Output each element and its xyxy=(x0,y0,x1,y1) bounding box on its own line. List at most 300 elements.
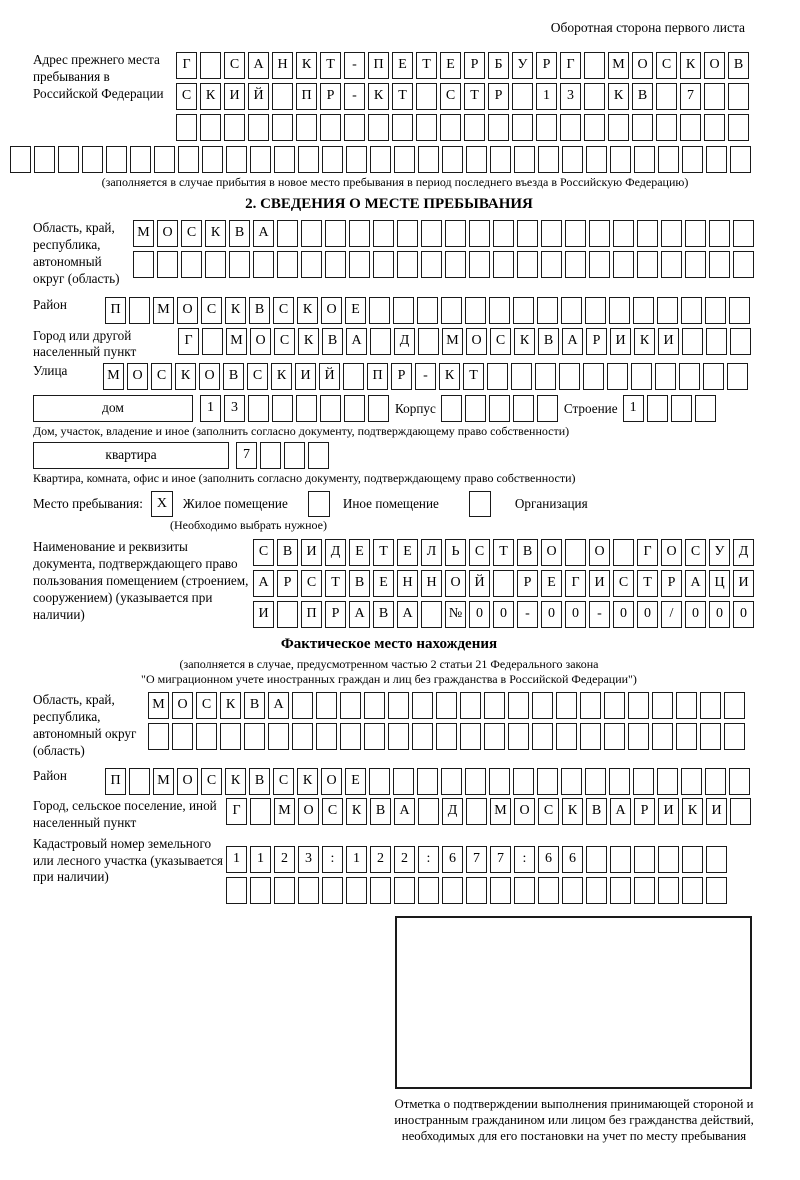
char-cell[interactable] xyxy=(493,570,514,597)
char-cell[interactable]: С xyxy=(613,570,634,597)
char-cell[interactable] xyxy=(537,395,558,422)
char-cell[interactable]: К xyxy=(368,83,389,110)
char-cell[interactable] xyxy=(176,114,197,141)
char-cell[interactable] xyxy=(583,363,604,390)
char-cell[interactable] xyxy=(610,877,631,904)
char-cell[interactable] xyxy=(369,297,390,324)
char-cell[interactable] xyxy=(634,146,655,173)
char-cell[interactable]: М xyxy=(226,328,247,355)
char-cell[interactable]: 1 xyxy=(250,846,271,873)
char-cell[interactable] xyxy=(706,846,727,873)
char-cell[interactable]: Д xyxy=(442,798,463,825)
char-cell[interactable]: 0 xyxy=(541,601,562,628)
char-cell[interactable]: 0 xyxy=(709,601,730,628)
char-cell[interactable] xyxy=(652,692,673,719)
char-cell[interactable] xyxy=(706,877,727,904)
char-cell[interactable] xyxy=(493,251,514,278)
char-cell[interactable] xyxy=(729,297,750,324)
char-cell[interactable] xyxy=(682,146,703,173)
char-cell[interactable] xyxy=(513,297,534,324)
char-cell[interactable] xyxy=(202,146,223,173)
char-cell[interactable]: О xyxy=(514,798,535,825)
char-cell[interactable] xyxy=(373,251,394,278)
char-cell[interactable]: Л xyxy=(421,539,442,566)
char-cell[interactable] xyxy=(704,114,725,141)
char-cell[interactable] xyxy=(466,146,487,173)
char-cell[interactable] xyxy=(513,768,534,795)
char-cell[interactable]: А xyxy=(253,570,274,597)
char-cell[interactable] xyxy=(584,114,605,141)
char-cell[interactable]: Д xyxy=(325,539,346,566)
char-cell[interactable] xyxy=(298,146,319,173)
char-cell[interactable]: И xyxy=(610,328,631,355)
char-cell[interactable] xyxy=(320,114,341,141)
char-cell[interactable] xyxy=(700,723,721,750)
char-cell[interactable] xyxy=(609,768,630,795)
char-cell[interactable] xyxy=(320,395,341,422)
char-cell[interactable] xyxy=(652,723,673,750)
char-cell[interactable] xyxy=(200,114,221,141)
char-cell[interactable]: Е xyxy=(349,539,370,566)
char-cell[interactable]: 0 xyxy=(613,601,634,628)
char-cell[interactable] xyxy=(633,768,654,795)
char-cell[interactable]: Р xyxy=(325,601,346,628)
char-cell[interactable] xyxy=(559,363,580,390)
char-cell[interactable]: О xyxy=(127,363,148,390)
char-cell[interactable]: О xyxy=(321,768,342,795)
char-cell[interactable]: 1 xyxy=(346,846,367,873)
char-cell[interactable] xyxy=(130,146,151,173)
char-cell[interactable] xyxy=(394,146,415,173)
char-cell[interactable] xyxy=(633,297,654,324)
char-cell[interactable] xyxy=(613,220,634,247)
char-cell[interactable]: О xyxy=(632,52,653,79)
char-cell[interactable] xyxy=(178,146,199,173)
char-cell[interactable] xyxy=(634,877,655,904)
char-cell[interactable] xyxy=(729,768,750,795)
char-cell[interactable] xyxy=(465,297,486,324)
char-cell[interactable] xyxy=(728,114,749,141)
char-cell[interactable]: С xyxy=(247,363,268,390)
char-cell[interactable]: С xyxy=(201,768,222,795)
char-cell[interactable] xyxy=(412,692,433,719)
char-cell[interactable] xyxy=(292,723,313,750)
char-cell[interactable] xyxy=(647,395,668,422)
char-cell[interactable] xyxy=(421,220,442,247)
char-cell[interactable]: С xyxy=(253,539,274,566)
char-cell[interactable] xyxy=(364,692,385,719)
char-cell[interactable] xyxy=(445,220,466,247)
char-cell[interactable] xyxy=(343,363,364,390)
char-cell[interactable]: 1 xyxy=(200,395,221,422)
char-cell[interactable] xyxy=(393,297,414,324)
char-cell[interactable] xyxy=(274,146,295,173)
char-cell[interactable] xyxy=(730,146,751,173)
char-cell[interactable] xyxy=(532,723,553,750)
char-cell[interactable] xyxy=(565,251,586,278)
char-cell[interactable]: 0 xyxy=(493,601,514,628)
char-cell[interactable] xyxy=(517,251,538,278)
char-cell[interactable]: В xyxy=(249,297,270,324)
char-cell[interactable]: П xyxy=(296,83,317,110)
char-cell[interactable]: А xyxy=(248,52,269,79)
char-cell[interactable]: 1 xyxy=(536,83,557,110)
char-cell[interactable]: В xyxy=(370,798,391,825)
char-cell[interactable]: М xyxy=(153,768,174,795)
char-cell[interactable] xyxy=(248,395,269,422)
char-cell[interactable]: 6 xyxy=(562,846,583,873)
char-cell[interactable] xyxy=(489,768,510,795)
char-cell[interactable] xyxy=(441,297,462,324)
char-cell[interactable] xyxy=(658,846,679,873)
char-cell[interactable] xyxy=(388,723,409,750)
char-cell[interactable]: К xyxy=(682,798,703,825)
char-cell[interactable]: К xyxy=(514,328,535,355)
char-cell[interactable] xyxy=(608,114,629,141)
char-cell[interactable] xyxy=(682,877,703,904)
char-cell[interactable]: О xyxy=(177,768,198,795)
char-cell[interactable]: О xyxy=(466,328,487,355)
char-cell[interactable]: 6 xyxy=(442,846,463,873)
char-cell[interactable]: 1 xyxy=(226,846,247,873)
char-cell[interactable] xyxy=(316,723,337,750)
char-cell[interactable]: 2 xyxy=(274,846,295,873)
char-cell[interactable] xyxy=(244,723,265,750)
char-cell[interactable] xyxy=(658,146,679,173)
char-cell[interactable] xyxy=(704,83,725,110)
char-cell[interactable] xyxy=(416,114,437,141)
char-cell[interactable] xyxy=(340,723,361,750)
char-cell[interactable]: Й xyxy=(469,570,490,597)
char-cell[interactable]: В xyxy=(538,328,559,355)
char-cell[interactable]: С xyxy=(273,297,294,324)
char-cell[interactable] xyxy=(514,146,535,173)
char-cell[interactable] xyxy=(421,251,442,278)
char-cell[interactable]: О xyxy=(298,798,319,825)
char-cell[interactable]: № xyxy=(445,601,466,628)
char-cell[interactable] xyxy=(538,146,559,173)
char-cell[interactable] xyxy=(250,146,271,173)
char-cell[interactable]: Т xyxy=(463,363,484,390)
char-cell[interactable]: М xyxy=(103,363,124,390)
char-cell[interactable] xyxy=(129,768,150,795)
char-cell[interactable] xyxy=(703,363,724,390)
char-cell[interactable]: О xyxy=(250,328,271,355)
char-cell[interactable]: Р xyxy=(488,83,509,110)
char-cell[interactable]: В xyxy=(586,798,607,825)
char-cell[interactable]: В xyxy=(373,601,394,628)
char-cell[interactable] xyxy=(346,146,367,173)
char-cell[interactable] xyxy=(584,52,605,79)
char-cell[interactable]: А xyxy=(349,601,370,628)
char-cell[interactable] xyxy=(562,146,583,173)
char-cell[interactable]: А xyxy=(685,570,706,597)
char-cell[interactable] xyxy=(368,114,389,141)
char-cell[interactable]: 3 xyxy=(560,83,581,110)
char-cell[interactable]: - xyxy=(344,52,365,79)
char-cell[interactable]: И xyxy=(658,328,679,355)
char-cell[interactable] xyxy=(441,768,462,795)
char-cell[interactable] xyxy=(556,692,577,719)
char-cell[interactable] xyxy=(512,114,533,141)
char-cell[interactable]: А xyxy=(562,328,583,355)
char-cell[interactable] xyxy=(514,877,535,904)
char-cell[interactable] xyxy=(565,220,586,247)
char-cell[interactable] xyxy=(157,251,178,278)
char-cell[interactable] xyxy=(364,723,385,750)
char-cell[interactable]: В xyxy=(517,539,538,566)
char-cell[interactable] xyxy=(632,114,653,141)
char-cell[interactable]: С xyxy=(181,220,202,247)
char-cell[interactable]: О xyxy=(157,220,178,247)
char-cell[interactable]: С xyxy=(196,692,217,719)
char-cell[interactable]: Т xyxy=(325,570,346,597)
char-cell[interactable] xyxy=(465,768,486,795)
char-cell[interactable]: К xyxy=(680,52,701,79)
char-cell[interactable] xyxy=(277,220,298,247)
char-cell[interactable] xyxy=(154,146,175,173)
char-cell[interactable] xyxy=(148,723,169,750)
char-cell[interactable]: 0 xyxy=(685,601,706,628)
char-cell[interactable] xyxy=(682,846,703,873)
char-cell[interactable]: Т xyxy=(637,570,658,597)
char-cell[interactable] xyxy=(464,114,485,141)
char-cell[interactable] xyxy=(536,114,557,141)
char-cell[interactable] xyxy=(705,768,726,795)
char-cell[interactable]: О xyxy=(199,363,220,390)
char-cell[interactable] xyxy=(562,877,583,904)
char-cell[interactable] xyxy=(325,220,346,247)
char-cell[interactable]: С xyxy=(301,570,322,597)
char-cell[interactable]: М xyxy=(490,798,511,825)
char-cell[interactable]: Ц xyxy=(709,570,730,597)
char-cell[interactable] xyxy=(709,251,730,278)
char-cell[interactable]: И xyxy=(733,570,754,597)
char-cell[interactable]: С xyxy=(151,363,172,390)
char-cell[interactable]: Г xyxy=(176,52,197,79)
char-cell[interactable]: С xyxy=(469,539,490,566)
char-cell[interactable] xyxy=(512,83,533,110)
char-cell[interactable] xyxy=(586,146,607,173)
char-cell[interactable] xyxy=(392,114,413,141)
char-cell[interactable]: - xyxy=(517,601,538,628)
char-cell[interactable]: П xyxy=(301,601,322,628)
char-cell[interactable] xyxy=(445,251,466,278)
char-cell[interactable] xyxy=(373,220,394,247)
char-cell[interactable] xyxy=(346,877,367,904)
char-cell[interactable] xyxy=(181,251,202,278)
char-cell[interactable] xyxy=(344,114,365,141)
char-cell[interactable]: К xyxy=(297,297,318,324)
char-cell[interactable]: В xyxy=(249,768,270,795)
char-cell[interactable]: О xyxy=(589,539,610,566)
char-cell[interactable]: К xyxy=(220,692,241,719)
char-cell[interactable] xyxy=(460,692,481,719)
char-cell[interactable] xyxy=(465,395,486,422)
char-cell[interactable] xyxy=(220,723,241,750)
char-cell[interactable] xyxy=(226,877,247,904)
checkbox-organization[interactable] xyxy=(469,491,491,517)
char-cell[interactable]: Р xyxy=(277,570,298,597)
char-cell[interactable] xyxy=(284,442,305,469)
char-cell[interactable] xyxy=(10,146,31,173)
char-cell[interactable]: - xyxy=(589,601,610,628)
char-cell[interactable] xyxy=(656,83,677,110)
char-cell[interactable]: Р xyxy=(320,83,341,110)
char-cell[interactable] xyxy=(513,395,534,422)
char-cell[interactable] xyxy=(205,251,226,278)
char-cell[interactable]: 3 xyxy=(224,395,245,422)
char-cell[interactable] xyxy=(440,114,461,141)
char-cell[interactable] xyxy=(727,363,748,390)
char-cell[interactable]: А xyxy=(610,798,631,825)
char-cell[interactable] xyxy=(368,395,389,422)
char-cell[interactable]: 0 xyxy=(565,601,586,628)
char-cell[interactable]: О xyxy=(177,297,198,324)
char-cell[interactable] xyxy=(508,692,529,719)
char-cell[interactable] xyxy=(680,114,701,141)
char-cell[interactable] xyxy=(277,251,298,278)
char-cell[interactable] xyxy=(388,692,409,719)
char-cell[interactable]: 0 xyxy=(733,601,754,628)
char-cell[interactable] xyxy=(730,328,751,355)
char-cell[interactable] xyxy=(535,363,556,390)
char-cell[interactable]: 7 xyxy=(490,846,511,873)
char-cell[interactable]: И xyxy=(658,798,679,825)
char-cell[interactable] xyxy=(604,723,625,750)
char-cell[interactable] xyxy=(268,723,289,750)
char-cell[interactable]: : xyxy=(514,846,535,873)
char-cell[interactable] xyxy=(172,723,193,750)
char-cell[interactable]: А xyxy=(394,798,415,825)
char-cell[interactable]: Т xyxy=(493,539,514,566)
char-cell[interactable]: А xyxy=(253,220,274,247)
char-cell[interactable]: В xyxy=(277,539,298,566)
checkbox-other-premises[interactable] xyxy=(308,491,330,517)
char-cell[interactable]: В xyxy=(244,692,265,719)
char-cell[interactable] xyxy=(272,395,293,422)
char-cell[interactable]: Е xyxy=(397,539,418,566)
char-cell[interactable]: : xyxy=(418,846,439,873)
char-cell[interactable]: 3 xyxy=(298,846,319,873)
char-cell[interactable] xyxy=(607,363,628,390)
char-cell[interactable]: М xyxy=(442,328,463,355)
char-cell[interactable] xyxy=(466,877,487,904)
char-cell[interactable] xyxy=(393,768,414,795)
char-cell[interactable] xyxy=(705,297,726,324)
char-cell[interactable] xyxy=(565,539,586,566)
char-cell[interactable]: Н xyxy=(272,52,293,79)
char-cell[interactable]: Н xyxy=(397,570,418,597)
char-cell[interactable]: М xyxy=(153,297,174,324)
char-cell[interactable]: О xyxy=(321,297,342,324)
char-cell[interactable]: И xyxy=(589,570,610,597)
char-cell[interactable] xyxy=(322,146,343,173)
char-cell[interactable] xyxy=(584,83,605,110)
char-cell[interactable] xyxy=(655,363,676,390)
char-cell[interactable]: И xyxy=(295,363,316,390)
char-cell[interactable]: Е xyxy=(345,297,366,324)
char-cell[interactable] xyxy=(421,601,442,628)
char-cell[interactable]: Г xyxy=(637,539,658,566)
char-cell[interactable] xyxy=(508,723,529,750)
char-cell[interactable]: Г xyxy=(565,570,586,597)
char-cell[interactable]: Е xyxy=(345,768,366,795)
char-cell[interactable] xyxy=(681,297,702,324)
char-cell[interactable] xyxy=(610,846,631,873)
char-cell[interactable] xyxy=(298,877,319,904)
char-cell[interactable]: В xyxy=(728,52,749,79)
char-cell[interactable] xyxy=(248,114,269,141)
char-cell[interactable] xyxy=(580,723,601,750)
char-cell[interactable] xyxy=(202,328,223,355)
char-cell[interactable] xyxy=(493,220,514,247)
char-cell[interactable] xyxy=(724,723,745,750)
char-cell[interactable] xyxy=(129,297,150,324)
char-cell[interactable] xyxy=(370,146,391,173)
char-cell[interactable] xyxy=(488,114,509,141)
char-cell[interactable] xyxy=(106,146,127,173)
char-cell[interactable]: 0 xyxy=(469,601,490,628)
char-cell[interactable] xyxy=(613,251,634,278)
char-cell[interactable]: И xyxy=(224,83,245,110)
char-cell[interactable]: - xyxy=(344,83,365,110)
char-cell[interactable]: П xyxy=(367,363,388,390)
char-cell[interactable] xyxy=(724,692,745,719)
char-cell[interactable] xyxy=(340,692,361,719)
char-cell[interactable] xyxy=(682,328,703,355)
char-cell[interactable] xyxy=(511,363,532,390)
char-cell[interactable]: П xyxy=(105,768,126,795)
char-cell[interactable] xyxy=(441,395,462,422)
char-cell[interactable] xyxy=(417,768,438,795)
char-cell[interactable]: 7 xyxy=(680,83,701,110)
char-cell[interactable]: К xyxy=(175,363,196,390)
char-cell[interactable]: И xyxy=(706,798,727,825)
char-cell[interactable] xyxy=(589,220,610,247)
char-cell[interactable]: Р xyxy=(517,570,538,597)
char-cell[interactable]: В xyxy=(349,570,370,597)
char-cell[interactable] xyxy=(272,114,293,141)
char-cell[interactable] xyxy=(370,328,391,355)
char-cell[interactable]: К xyxy=(225,768,246,795)
char-cell[interactable] xyxy=(661,220,682,247)
char-cell[interactable]: Е xyxy=(440,52,461,79)
char-cell[interactable]: Т xyxy=(464,83,485,110)
char-cell[interactable] xyxy=(706,328,727,355)
char-cell[interactable] xyxy=(537,297,558,324)
char-cell[interactable] xyxy=(82,146,103,173)
char-cell[interactable]: С xyxy=(538,798,559,825)
char-cell[interactable] xyxy=(541,220,562,247)
char-cell[interactable]: И xyxy=(253,601,274,628)
char-cell[interactable] xyxy=(631,363,652,390)
char-cell[interactable]: 0 xyxy=(637,601,658,628)
char-cell[interactable] xyxy=(661,251,682,278)
char-cell[interactable] xyxy=(296,395,317,422)
char-cell[interactable]: М xyxy=(148,692,169,719)
char-cell[interactable]: М xyxy=(608,52,629,79)
char-cell[interactable]: Д xyxy=(733,539,754,566)
char-cell[interactable]: Г xyxy=(226,798,247,825)
char-cell[interactable] xyxy=(681,768,702,795)
char-cell[interactable] xyxy=(412,723,433,750)
char-cell[interactable]: Т xyxy=(392,83,413,110)
char-cell[interactable] xyxy=(416,83,437,110)
char-cell[interactable] xyxy=(538,877,559,904)
char-cell[interactable]: С xyxy=(201,297,222,324)
char-cell[interactable] xyxy=(466,798,487,825)
